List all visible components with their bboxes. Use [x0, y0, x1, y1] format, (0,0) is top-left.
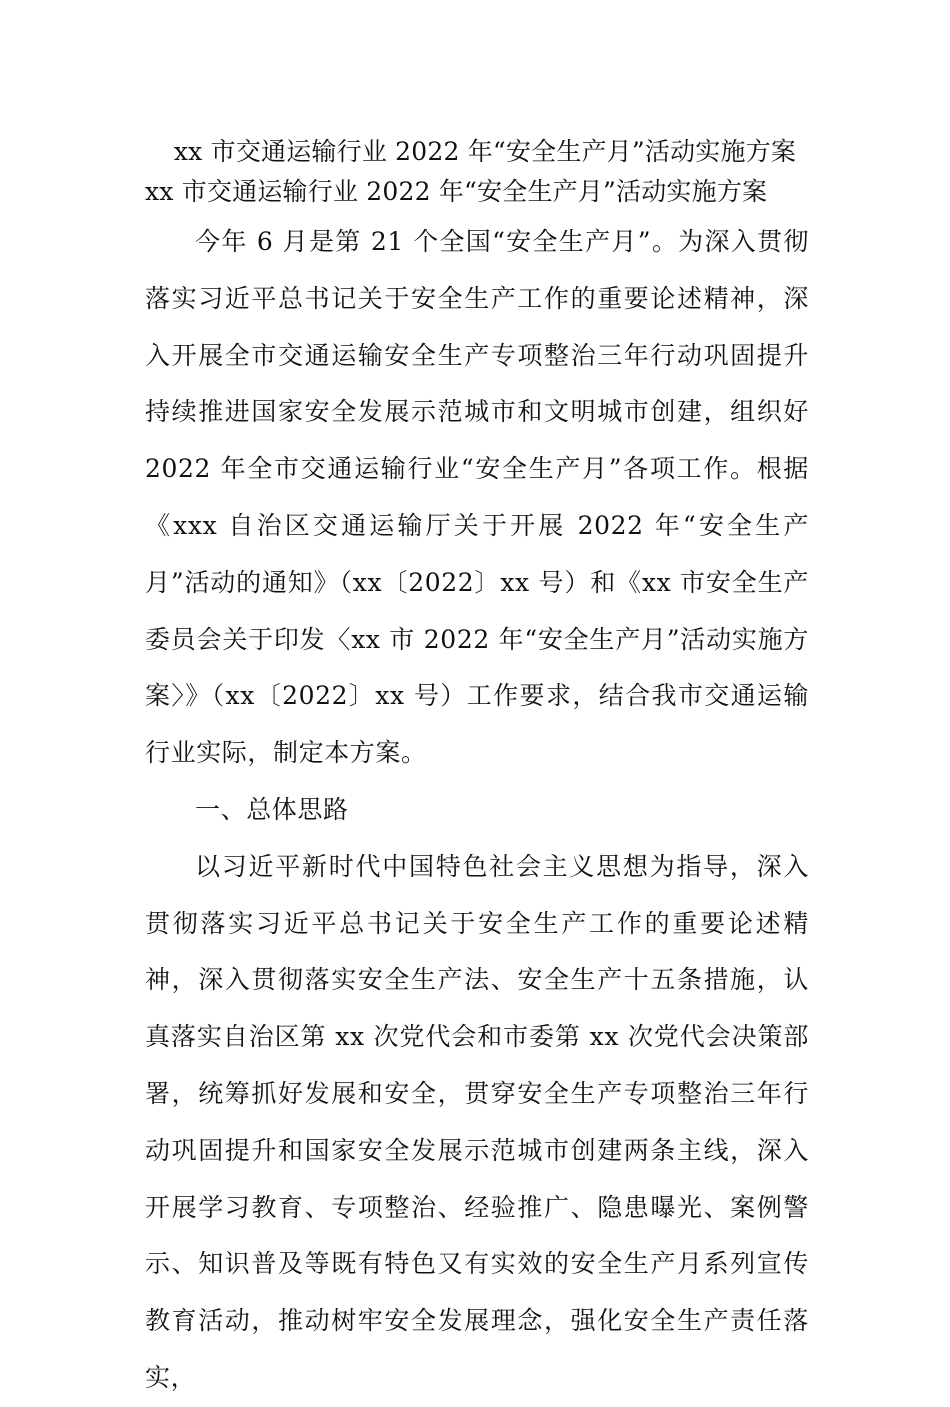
- document-title: xx 市交通运输行业 2022 年“安全生产月”活动实施方案: [173, 137, 797, 166]
- document-subtitle: xx 市交通运输行业 2022 年“安全生产月”活动实施方案: [145, 177, 768, 206]
- section-paragraph-overall-approach: 以习近平新时代中国特色社会主义思想为指导，深入贯彻落实习近平总书记关于安全生产工作的重要论述精神，深入贯彻落实安全生产法、安全生产十五条措施，认真落实自治区第 xx 次党代会和市委第 xx 次党代会决策部署，统筹抓好发展和安全，贯穿安全生产专项整治三年行动巩固提升和国家安全发展示范城市创建两条主线，深入开展学习教育、专项整治、经验推广、隐患曝光、案例警示、知识普及等既有特色又有实效的安全生产月系列宣传教育活动，推动树牢安全发展理念，强化安全生产责任落实，: [145, 851, 809, 1392]
- intro-paragraph: 今年 6 月是第 21 个全国“安全生产月”。为深入贯彻落实习近平总书记关于安全生产工作的重要论述精神，深入开展全市交通运输安全生产专项整治三年行动巩固提升持续推进国家安全发展示范城市和文明城市创建，组织好 2022 年全市交通运输行业“安全生产月”各项工作。根据《xxx 自治区交通运输厅关于开展 2022 年“安全生产月”活动的通知》（xx〔2022〕xx 号）和《xx 市安全生产委员会关于印发〈xx 市 2022 年“安全生产月”活动实施方案〉》（xx〔2022〕xx 号）工作要求，结合我市交通运输行业实际，制定本方案。: [145, 227, 809, 768]
- document-body: [145, 132, 809, 1407]
- section-heading-overall-approach: 一、总体思路: [195, 794, 349, 824]
